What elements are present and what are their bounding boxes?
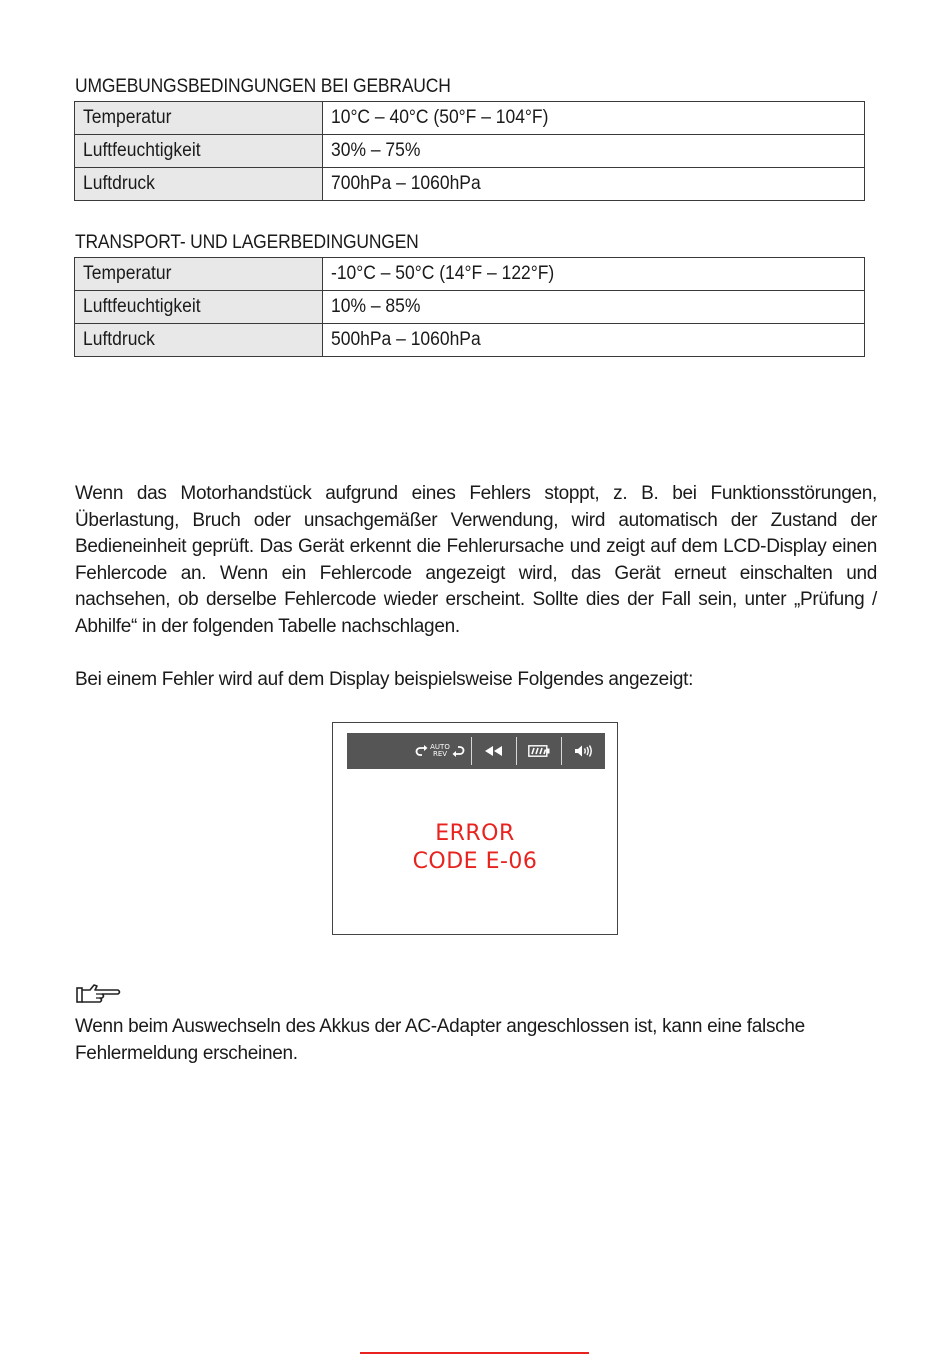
table-cell-value: 10% – 85% xyxy=(323,291,865,324)
table-cell-value: 500hPa – 1060hPa xyxy=(323,324,865,357)
table-row xyxy=(75,324,865,357)
footer-divider xyxy=(360,1352,589,1354)
auto-rev-label xyxy=(430,744,450,758)
note-text-line-2: Fehlermeldung erscheinen. xyxy=(75,1043,298,1064)
table-cell-label: Temperatur xyxy=(75,258,323,291)
error-code: CODE E-06 xyxy=(412,849,538,874)
table-row xyxy=(75,135,865,168)
table-cell-value: 30% – 75% xyxy=(323,135,865,168)
battery-icon xyxy=(517,733,561,769)
table-cell-value: -10°C – 50°C (14°F – 122°F) xyxy=(323,258,865,291)
operating-conditions-heading: UMGEBUNGSBEDINGUNGEN BEI GEBRAUCH xyxy=(75,76,451,97)
table-cell-label: Luftfeuchtigkeit xyxy=(75,135,323,168)
storage-conditions-table xyxy=(74,257,865,357)
operating-conditions-table xyxy=(74,101,865,201)
rewind-icon xyxy=(472,733,516,769)
note-text-line-1: Wenn beim Auswechseln des Akkus der AC-Adapter angeschlossen ist, kann eine falsche xyxy=(75,1016,805,1037)
table-cell-label: Luftdruck xyxy=(75,324,323,357)
table-cell-label: Temperatur xyxy=(75,102,323,135)
table-cell-value: 10°C – 40°C (50°F – 104°F) xyxy=(323,102,865,135)
error-title: ERROR xyxy=(435,821,515,846)
auto-label: AUTO xyxy=(430,743,450,751)
display-intro-text: Bei einem Fehler wird auf dem Display beispielsweise Folgendes angezeigt: xyxy=(75,669,694,690)
table-row xyxy=(75,168,865,201)
storage-conditions-heading: TRANSPORT- UND LAGERBEDINGUNGEN xyxy=(75,232,419,253)
auto-reverse-left-arrow-icon xyxy=(415,743,429,759)
lcd-display-illustration xyxy=(332,722,618,935)
table-row xyxy=(75,258,865,291)
auto-reverse-right-arrow-icon xyxy=(451,743,465,759)
table-row xyxy=(75,291,865,324)
auto-reverse-icon xyxy=(409,733,471,769)
table-cell-value: 700hPa – 1060hPa xyxy=(323,168,865,201)
rev-label: REV xyxy=(432,750,448,758)
table-cell-label: Luftfeuchtigkeit xyxy=(75,291,323,324)
lcd-status-bar xyxy=(347,733,605,769)
error-description-paragraph: Wenn das Motorhandstück aufgrund eines Fehlers stoppt, z. B. bei Funktionsstörungen, Überlastung, Bruch oder unsachgemäßer Verwendung, wird automatisch der Zustand der Bedieneinheit geprüft. Das Gerät erkennt die Fehlerursache und zeigt auf dem LCD-Display einen Fehlercode an. Wenn ein Fehlercode angezeigt wird, das Gerät erneut einschalten und nachsehen, ob derselbe Fehlercode wieder erscheint. Sollte dies der Fall sein, unter „Prüfung / Abhilfe“ in der folgenden Tabelle nachschlagen. xyxy=(75,483,877,637)
speaker-icon xyxy=(562,733,605,769)
pointing-hand-icon xyxy=(76,982,122,1006)
table-cell-label: Luftdruck xyxy=(75,168,323,201)
table-row xyxy=(75,102,865,135)
